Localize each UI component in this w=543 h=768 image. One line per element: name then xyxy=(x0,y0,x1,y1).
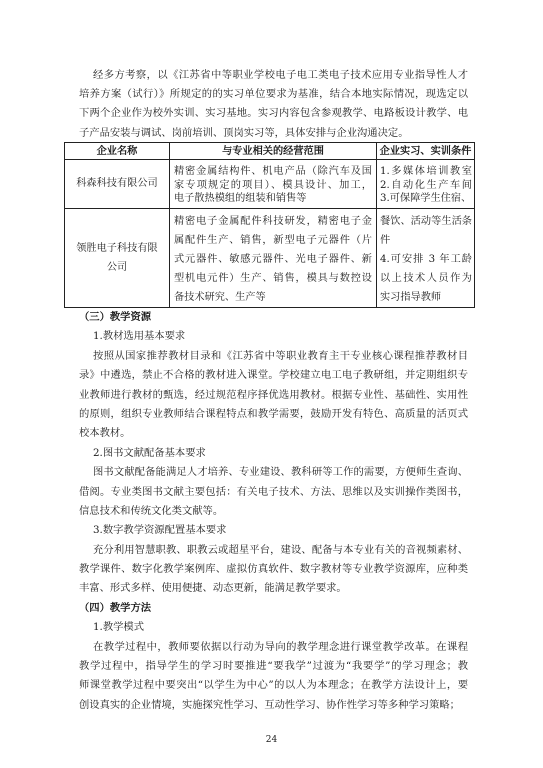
paragraph-line: 借阅。专业类图书文献主要包括：有关电子技术、方法、思维以及实训操作类图书， xyxy=(79,485,468,498)
subsection-title: 2.图书文献配备基本要求 xyxy=(93,446,206,459)
paragraph-line: 信息技术和传统文化类文献等。 xyxy=(79,504,224,517)
paragraph-line: 在教学过程中，教师要依据以行动为导向的教学理念进行课堂教学改革。在课程 xyxy=(93,640,468,653)
paragraph-line: 的原则，组织专业教师结合课程特点和教学需要，鼓励开发有特色、高质量的活页式 xyxy=(79,407,468,420)
cell-line: 件 xyxy=(380,235,391,246)
paragraph-line: 创设真实的企业情境，实施探究性学习、互动性学习、协作性学习等多种学习策略； xyxy=(79,698,460,711)
cell-line: 属配件生产、销售，新型电子元器件（片 xyxy=(174,235,372,246)
paragraph xyxy=(79,347,468,444)
cell-line: 以上技术人员作为 xyxy=(380,273,472,284)
paragraph-line: 子产品安装与调试、岗前培训、顶岗实习等，具体安排与企业沟通决定。 xyxy=(79,126,409,139)
paragraph-line: 录》中遴选，禁止不合格的教材进入课堂。学校建立电工电子教研组，并定期组织专 xyxy=(79,369,468,382)
cell-line: 电子散热模组的组装和销售等 xyxy=(174,193,307,204)
subsection-title: 3.数字教学资源配置基本要求 xyxy=(93,524,227,537)
paragraph xyxy=(79,638,468,716)
paragraph-line: 教学过程中，指导学生的学习时要推进“要我学”过渡为“我要学”的学习理念；教 xyxy=(79,660,468,673)
subsection-title: 1.教学模式 xyxy=(93,621,145,634)
paragraph-line: 经多方考察，以《江苏省中等职业学校电子电工类电子技术应用专业指导性人才 xyxy=(93,69,468,81)
business-scope-cell xyxy=(170,160,377,209)
body-text xyxy=(79,308,468,715)
paragraph-line: 业教师进行教材的甄选，经过规范程序择优选用教材。根据专业性、基础性、实用性 xyxy=(79,388,468,401)
cell-line: 4.可安排 3 年工龄 xyxy=(380,254,472,265)
enterprise-table xyxy=(64,142,475,308)
section-heading: （三）教学资源 xyxy=(79,311,152,323)
cell-line: 1.多媒体培训教室 xyxy=(380,166,472,177)
paragraph-line: 丰富、形式多样、使用便捷、动态更新，能满足教学要求。 xyxy=(79,582,347,595)
intro-paragraph xyxy=(79,66,468,143)
conditions-cell xyxy=(377,160,475,209)
paragraph-line: 校本教材。 xyxy=(79,427,131,440)
cell-line: 餐饮、活动等生活条 xyxy=(380,216,472,227)
paragraph-line: 教学课件、数字化教学案例库、虚拟仿真软件、数字教材等专业教学资源库，应种类 xyxy=(79,563,468,576)
paragraph-line: 培养方案（试行）》所规定的的实习单位要求为基准，结合本地实际情况，现选定以 xyxy=(79,88,468,101)
cell-line: 精密电子金属配件科技研发，精密电子金 xyxy=(174,216,372,227)
section-heading: （四）教学方法 xyxy=(79,601,152,614)
cell-line: 家专项规定的项目）、模具设计、加工， xyxy=(174,179,372,191)
cell-line: 科森科技有限公司 xyxy=(76,178,158,190)
page-number: 24 xyxy=(265,735,278,745)
paragraph-line: 师课堂教学过程中要突出“以学生为中心”的以人为本理念；在教学方法设计上，要 xyxy=(79,679,468,692)
company-name-cell xyxy=(65,209,170,308)
paragraph-line: 图书文献配备能满足人才培养、专业建设、教科研等工作的需要，方便师生查询、 xyxy=(93,466,468,479)
conditions-cell xyxy=(377,209,475,308)
company-name-cell xyxy=(65,160,170,209)
paragraph-line: 下两个企业作为校外实训、实习基地。实习内容包含参观教学、电路板设计教学、电 xyxy=(79,107,468,120)
paragraph-line: 按照从国家推荐教材目录和《江苏省中等职业教育主干专业核心课程推荐教材目 xyxy=(93,349,468,362)
cell-line: 备技术研究、生产等 xyxy=(174,292,266,303)
table-header-conditions: 企业实习、实训条件 xyxy=(377,143,475,160)
cell-line: 2.自动化生产车间 xyxy=(380,179,472,191)
cell-line: 领胜电子科技有限 xyxy=(76,243,158,254)
paragraph xyxy=(79,463,468,521)
paragraph-line: 充分利用智慧职教、职教云或超星平台，建设、配备与本专业有关的音视频素材、 xyxy=(93,543,468,556)
cell-line: 式元器件、敏感元器件、光电子器件、新 xyxy=(174,254,372,265)
cell-line: 精密金属结构件、机电产品（除汽车及国 xyxy=(174,166,372,177)
table-header-scope: 与专业相关的经营范围 xyxy=(170,143,377,160)
cell-line: 实习指导教师 xyxy=(380,292,442,303)
paragraph xyxy=(79,541,468,599)
cell-line: 公司 xyxy=(106,262,128,273)
cell-line: 3.可保障学生住宿、 xyxy=(380,193,472,204)
table-header-company: 企业名称 xyxy=(65,143,170,160)
subsection-title: 1.教材选用基本要求 xyxy=(93,330,186,343)
cell-line: 型机电元件）生产、销售，模具与数控设 xyxy=(174,273,372,284)
business-scope-cell xyxy=(170,209,377,308)
